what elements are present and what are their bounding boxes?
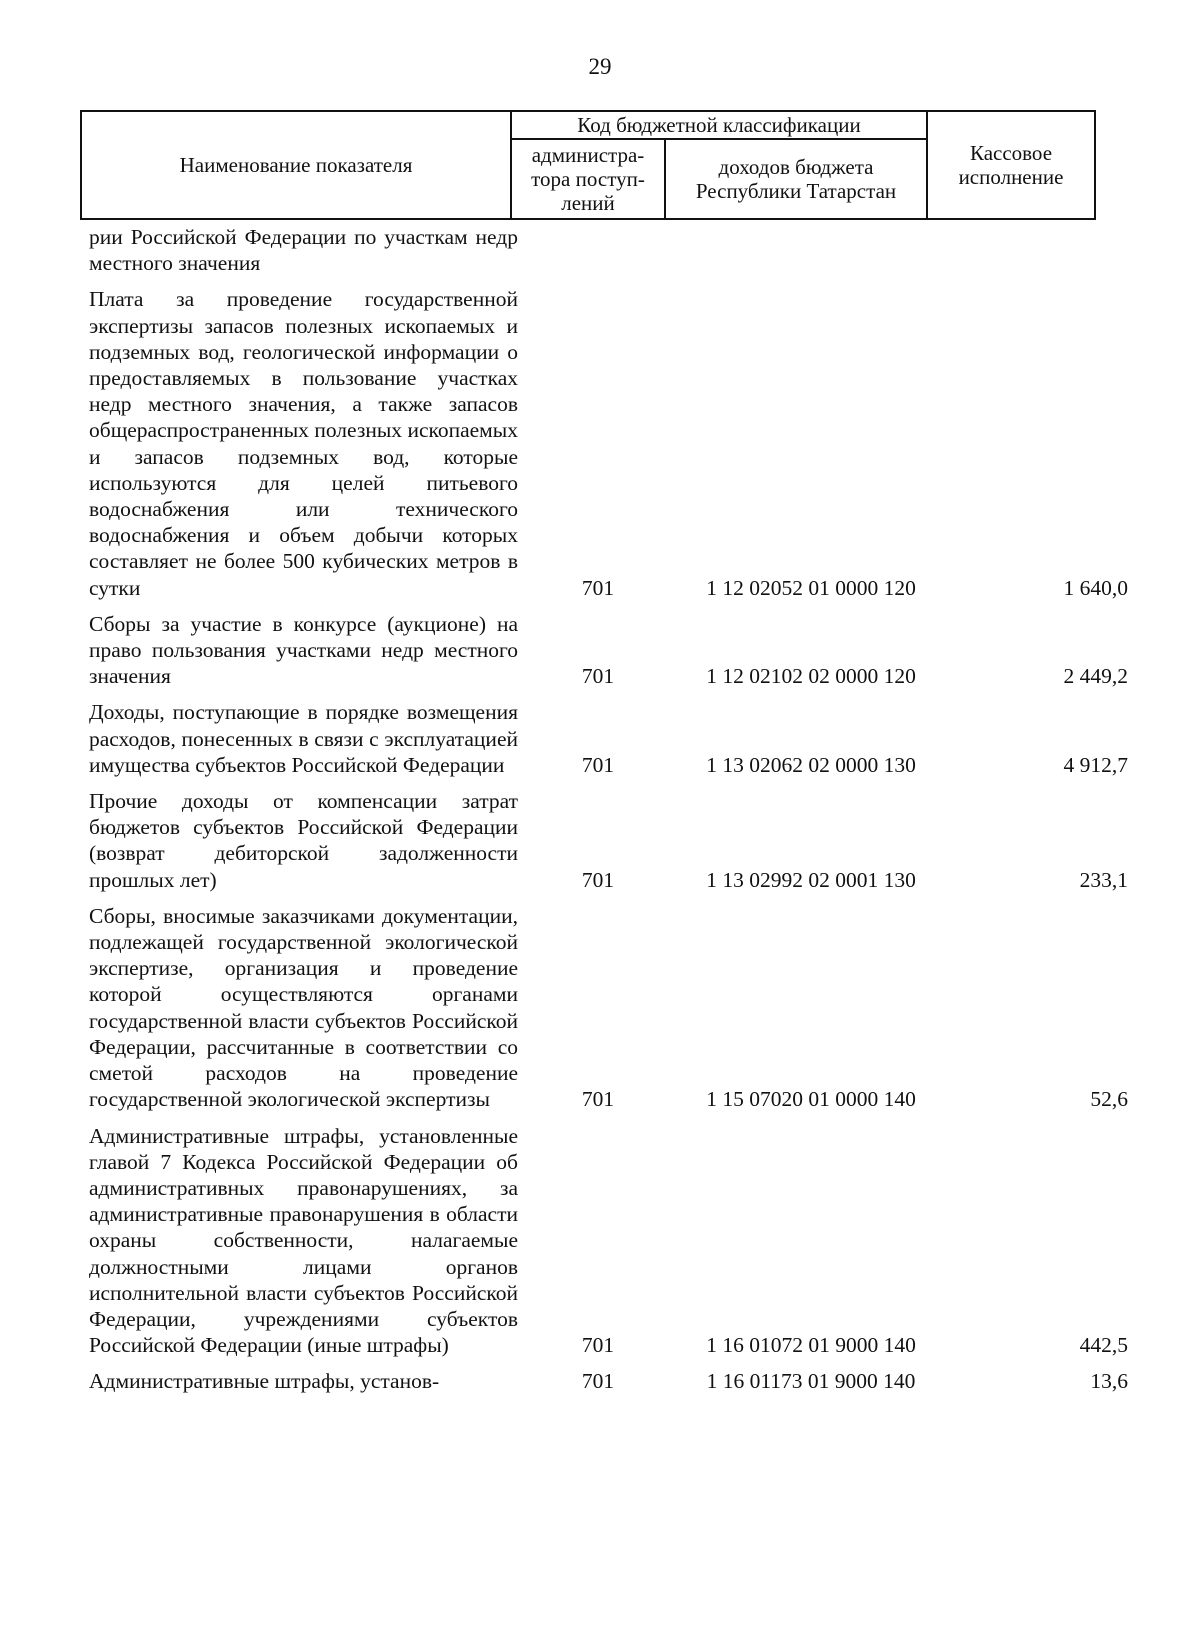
header-code-group: Код бюджетной классификации: [511, 111, 927, 139]
row-name: Административные штрафы, установленные главой 7 Кодекса Российской Федерации об административных правонарушениях, за административные правонарушения в области охраны собственности, налагаемые должностными лицами органов исполнительной власти субъектов Российской Федерации, учреждениями субъектов Российской Федерации (иные штрафы): [89, 1123, 518, 1358]
table-body: [0, 224, 1200, 1405]
table-row: [0, 788, 1200, 893]
table-header: [80, 110, 1096, 220]
table-row: [0, 903, 1200, 1113]
row-name: Плата за проведение государственной экспертизы запасов полезных ископаемых и подземных вод, геологической информации о предоставляемых в пользование участках недр местного значения, а также запасов общераспространенных полезных ископаемых и запасов подземных вод, которые используются для целей питьевого водоснабжения или технического водоснабжения и объем добычи которых составляет не более 500 кубических метров в сутки: [89, 287, 518, 600]
row-name: Сборы, вносимые заказчиками документации, подлежащей государственной экологической экспертизе, организация и проведение которой осуществляются органами государственной власти субъектов Российской Федерации, рассчитанные в соответствии со сметой расходов на проведение государственной экологической экспертизы: [89, 903, 518, 1112]
table-row: [0, 611, 1200, 690]
row-income-code: 1 13 02062 02 0000 130: [706, 752, 916, 777]
row-income-code: 1 12 02102 02 0000 120: [706, 664, 916, 689]
table-row: [0, 1123, 1200, 1359]
row-income-code: 1 12 02052 01 0000 120: [706, 575, 916, 600]
row-name: Прочие доходы от компенсации затрат бюджетов субъектов Российской Федерации (возврат дебиторской задолженности прошлых лет): [89, 789, 518, 892]
row-admin-code: 701: [581, 1087, 615, 1112]
row-name: Сборы за участие в конкурсе (аукционе) на право пользования участками недр местного значения: [89, 611, 518, 689]
row-income-code: 1 13 02992 02 0001 130: [706, 867, 916, 892]
header-execution-column: Кассовое исполнение: [927, 111, 1095, 219]
row-admin-code: 701: [581, 1369, 615, 1394]
row-income-code: 1 16 01072 01 9000 140: [706, 1333, 916, 1358]
row-income-code: 1 15 07020 01 0000 140: [706, 1087, 916, 1112]
row-admin-code: 701: [581, 575, 615, 600]
row-name: рии Российской Федерации по участкам недр местного значения: [89, 225, 518, 276]
table-row: [0, 224, 1200, 276]
header-income-column: доходов бюджета Республики Татарстан: [665, 139, 927, 219]
row-amount: 4 912,7: [1063, 752, 1128, 777]
header-name-column: Наименование показателя: [81, 111, 511, 219]
row-amount: 1 640,0: [1063, 575, 1128, 600]
row-name: Административные штрафы, установ-: [89, 1369, 440, 1394]
page-number: 29: [588, 54, 612, 79]
row-amount: 13,6: [1090, 1369, 1128, 1394]
row-admin-code: 701: [581, 664, 615, 689]
row-amount: 233,1: [1079, 867, 1128, 892]
row-amount: 52,6: [1090, 1087, 1128, 1112]
row-admin-code: 701: [581, 752, 615, 777]
table-row: [0, 286, 1200, 600]
row-income-code: 1 16 01173 01 9000 140: [706, 1369, 916, 1394]
row-amount: 442,5: [1079, 1333, 1128, 1358]
header-admin-column: администра- тора поступ- лений: [511, 139, 665, 219]
row-admin-code: 701: [581, 1333, 615, 1358]
row-amount: 2 449,2: [1063, 664, 1128, 689]
row-admin-code: 701: [581, 867, 615, 892]
row-name: Доходы, поступающие в порядке возмещения расходов, понесенных в связи с эксплуатацией имущества субъектов Российской Федерации: [89, 700, 518, 777]
table-row: [0, 1368, 1200, 1394]
table-row: [0, 699, 1200, 778]
